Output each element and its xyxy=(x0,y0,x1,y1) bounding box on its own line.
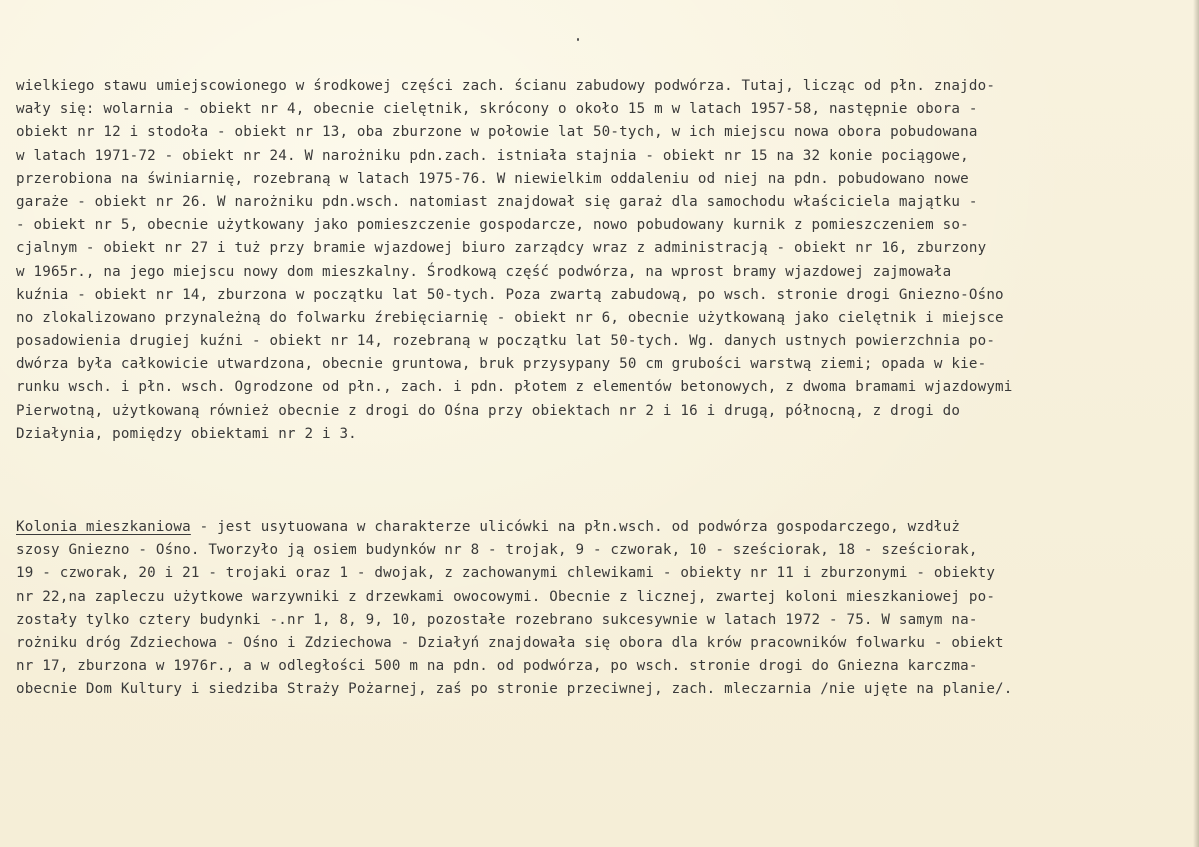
text-line: zostały tylko cztery budynki -.nr 1, 8, 9, 10, pozostałe rozebrano sukcesywnie w latach 1972 - 75. W samym na- xyxy=(16,611,978,628)
heading-continuation: - jest usytuowana w charakterze ulicówki na płn.wsch. od podwórza gospodarczego, wzdłuż xyxy=(190,519,961,535)
text-line: obecnie Dom Kultury i siedziba Straży Pożarnej, zaś po stronie przeciwnej, zach. mleczarnia /nie ujęte na planie/. xyxy=(16,681,1013,698)
text-line: garaże - obiekt nr 26. W narożniku pdn.wsch. natomiast znajdował się garaż dla samochodu właściciela majątku - xyxy=(16,193,978,210)
text-line: Działynia, pomiędzy obiektami nr 2 i 3. xyxy=(16,425,357,442)
text-line: szosy Gniezno - Ośno. Tworzyło ją osiem budynków nr 8 - trojak, 9 - czworak, 10 - sześciorak, 18 - sześciorak, xyxy=(16,542,978,559)
text-line: dwórza była całkowicie utwardzona, obecnie gruntowa, bruk przysypany 50 cm grubości warstwą ziemi; opada w kie- xyxy=(16,356,987,373)
text-line: nr 17, zburzona w 1976r., a w odległości 500 m na pdn. od podwórza, po wsch. stronie drogi do Gniezna karczma- xyxy=(16,658,978,675)
paragraph-housing-colony xyxy=(16,516,1192,702)
text-line: kuźnia - obiekt nr 14, zburzona w początku lat 50-tych. Poza zwartą zabudową, po wsch. stronie drogi Gniezno-Ośno xyxy=(16,286,1004,303)
text-line: no zlokalizowano przynależną do folwarku źrebięciarnię - obiekt nr 6, obecnie użytkowaną jako cielętnik i miejsce xyxy=(16,309,1004,326)
ink-speck xyxy=(577,38,579,41)
text-line: wielkiego stawu umiejscowionego w środkowej części zach. ścianu zabudowy podwórza. Tutaj, licząc od płn. znajdo- xyxy=(16,78,996,94)
text-line: 19 - czworak, 20 i 21 - trojaki oraz 1 - dwojak, z zachowanymi chlewikami - obiekty nr 11 i zburzonymi - obiekty xyxy=(16,565,996,582)
section-heading: Kolonia mieszkaniowa xyxy=(16,519,191,535)
text-line: - obiekt nr 5, obecnie użytkowany jako pomieszczenie gospodarcze, nowo pobudowany kurnik z pomieszczeniem so- xyxy=(16,217,969,234)
text-line-first xyxy=(16,516,1192,539)
text-line: wały się: wolarnia - obiekt nr 4, obecnie cielętnik, skrócony o około 15 m w latach 1957-58, następnie obora - xyxy=(16,101,978,118)
text-line: Pierwotną, użytkowaną również obecnie z drogi do Ośna przy obiektach nr 2 i 16 i drugą, północną, z drogi do xyxy=(16,402,961,419)
text-line: obiekt nr 12 i stodoła - obiekt nr 13, oba zburzone w połowie lat 50-tych, w ich miejscu nowa obora pobudowana xyxy=(16,124,978,141)
paragraph-farmyard xyxy=(16,75,1192,446)
text-line: rożniku dróg Zdziechowa - Ośno i Zdziechowa - Działyń znajdowała się obora dla krów pracowników folwarku - obiekt xyxy=(16,634,1004,651)
text-line: w 1965r., na jego miejscu nowy dom mieszkalny. Środkową część podwórza, na wprost bramy wjazdowej zajmowała xyxy=(16,263,952,280)
text-line: runku wsch. i płn. wsch. Ogrodzone od płn., zach. i pdn. płotem z elementów betonowych, z dwoma bramami wjazdowymi xyxy=(16,379,1013,396)
text-line: cjalnym - obiekt nr 27 i tuż przy bramie wjazdowej biuro zarządcy wraz z administracją - obiekt nr 16, zburzony xyxy=(16,240,987,257)
page-edge-shadow xyxy=(1193,0,1199,847)
text-line: nr 22,na zapleczu użytkowe warzywniki z drzewkami owocowymi. Obecnie z licznej, zwartej koloni mieszkaniowej po- xyxy=(16,588,996,605)
text-line: posadowienia drugiej kuźni - obiekt nr 14, rozebraną w początku lat 50-tych. Wg. danych ustnych powierzchnia po- xyxy=(16,333,996,350)
text-line: w latach 1971-72 - obiekt nr 24. W narożniku pdn.zach. istniała stajnia - obiekt nr 15 na 32 konie pociągowe, xyxy=(16,147,969,164)
text-line: przerobiona na świniarnię, rozebraną w latach 1975-76. W niewielkim oddaleniu od niej na pdn. pobudowano nowe xyxy=(16,170,969,187)
